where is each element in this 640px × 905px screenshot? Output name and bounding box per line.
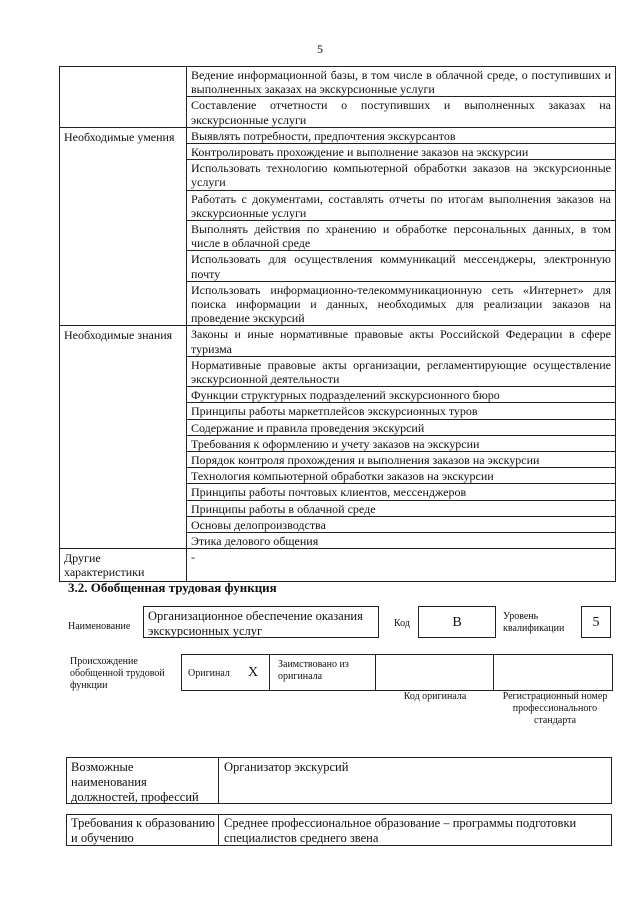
list-item: Этика делового общения <box>191 534 319 549</box>
name-label: Наименование <box>68 621 131 632</box>
section-title: 3.2. Обобщенная трудовая функция <box>68 580 277 595</box>
code-label: Код <box>394 618 410 629</box>
list-item: Контролировать прохождение и выполнение заказов на экскурсии <box>187 144 615 160</box>
list-item: Нормативные правовые акты организации, регламентирующие осуществление экскурсионной деятельности <box>187 357 615 387</box>
list-item: Составление отчетности о поступивших и выполненных заказах на экскурсионные услуги <box>191 98 611 127</box>
name-value: Организационное обеспечение оказания экскурсионных услуг <box>143 606 379 638</box>
list-item: Использовать технологию компьютерной обработки заказов на экскурсионные услуги <box>187 160 615 190</box>
row-label <box>60 67 187 128</box>
list-item: Использовать для осуществления коммуникаций мессенджеры, электронную почту <box>187 251 615 281</box>
row-items <box>187 127 616 326</box>
level-label: Уровень квалификации <box>503 611 565 634</box>
table-row <box>60 127 616 326</box>
list-item: Функции структурных подразделений экскурсионного бюро <box>187 387 615 403</box>
row-label: Необходимые знания <box>60 326 187 549</box>
original-label: Оригинал <box>188 668 230 679</box>
list-item: Принципы работы почтовых клиентов, мессенджеров <box>187 484 615 500</box>
positions-label: Возможные наименования должностей, профессий <box>71 760 199 804</box>
row-items <box>187 67 616 128</box>
list-item: Основы делопроизводства <box>187 517 615 533</box>
list-item: Законы и иные нормативные правовые акты Российской Федерации в сфере туризма <box>187 326 615 356</box>
row-items <box>187 326 616 549</box>
table-row <box>60 549 616 582</box>
code-value: B <box>418 606 496 638</box>
list-item: Требования к оформлению и учету заказов на экскурсии <box>187 436 615 452</box>
education-box <box>66 814 612 846</box>
reg-number-caption: Регистрационный номер профессионального стандарта <box>502 691 608 726</box>
list-item: Порядок контроля прохождения и выполнения заказов на экскурсии <box>187 452 615 468</box>
list-item: Ведение информационной базы, в том числе в облачной среде, о поступивших и выполненных заказах на экскурсионные услуги <box>187 67 615 97</box>
positions-box <box>66 757 612 804</box>
original-mark: X <box>248 665 259 680</box>
level-value: 5 <box>581 606 611 638</box>
list-item: Технология компьютерной обработки заказов на экскурсии <box>187 468 615 484</box>
row-label: Необходимые умения <box>60 127 187 326</box>
page-number: 5 <box>317 42 323 56</box>
origin-box <box>181 654 613 691</box>
education-label: Требования к образованию и обучению <box>71 816 215 845</box>
table-row <box>60 326 616 549</box>
list-item: Выполнять действия по хранению и обработке персональных данных, в том числе в облачной среде <box>187 221 615 251</box>
table-row <box>60 67 616 128</box>
origin-label: Происхождение обобщенной трудовой функции <box>70 656 165 691</box>
positions-value: Организатор экскурсий <box>224 760 349 774</box>
borrowed-label: Заимствовано из оригинала <box>278 659 349 682</box>
list-item: Выявлять потребности, предпочтения экскурсантов <box>187 128 615 144</box>
education-value: Среднее профессиональное образование – программы подготовки специалистов среднего звена <box>224 816 577 845</box>
list-item: - <box>191 550 195 565</box>
orig-code-caption: Код оригинала <box>403 691 467 702</box>
competency-table <box>59 66 616 582</box>
list-item: Использовать информационно-телекоммуникационную сеть «Интернет» для поиска информации и данных, необходимых для реализации заказов на проведение экскурсий <box>191 282 611 326</box>
row-label: Другие характеристики <box>60 549 187 582</box>
list-item: Содержание и правила проведения экскурсий <box>187 420 615 436</box>
row-items <box>187 549 616 582</box>
list-item: Принципы работы в облачной среде <box>187 501 615 517</box>
list-item: Работать с документами, составлять отчеты по итогам выполнения заказов на экскурсионные услуги <box>187 191 615 221</box>
list-item: Принципы работы маркетплейсов экскурсионных туров <box>187 403 615 419</box>
